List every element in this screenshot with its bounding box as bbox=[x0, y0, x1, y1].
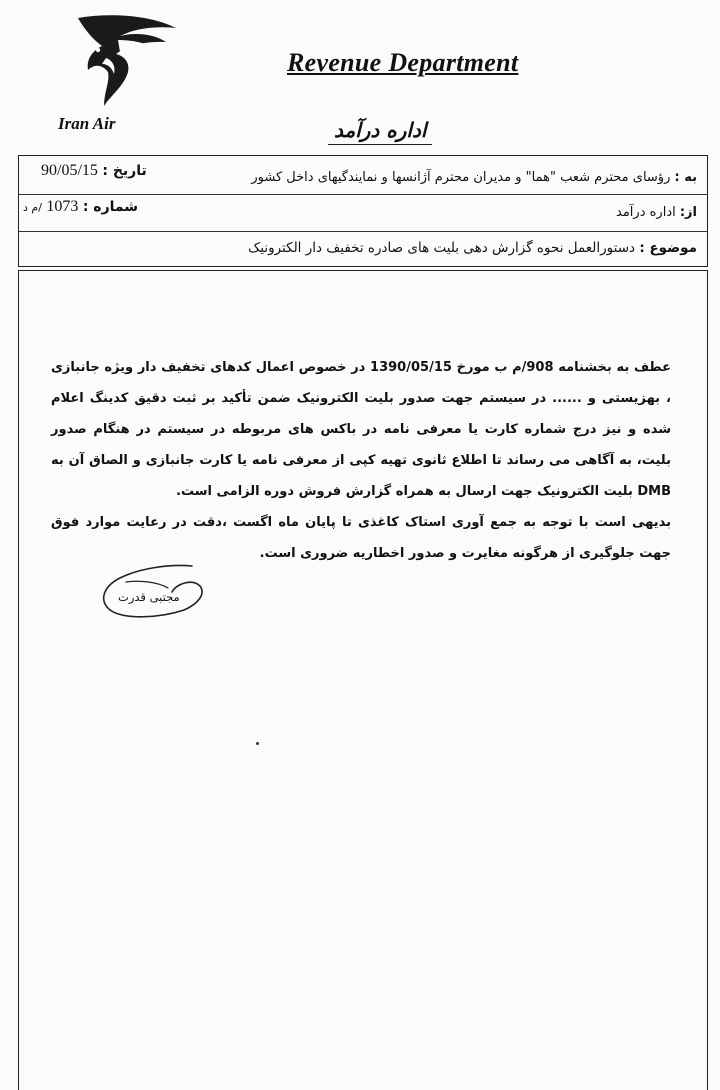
recipient-text: رؤسای محترم شعب "هما" و مدیران محترم آژانسها و نمایندگیهای داخل کشور bbox=[251, 170, 671, 185]
sender-text: اداره درآمد bbox=[616, 205, 676, 220]
memo-header-box bbox=[18, 155, 708, 267]
sender-row bbox=[19, 194, 707, 232]
body-paragraph-2: بدیهی است با توجه به جمع آوری استاک کاغذی تا پایان ماه اگست ،دقت در رعایت موارد فوق جهت جلوگیری از هرگونه مغایرت و صدور اخطاریه ضروری است. bbox=[51, 515, 671, 561]
date-value: 90/05/15 bbox=[41, 162, 98, 179]
subject-row bbox=[19, 231, 707, 267]
body-paragraph-1: عطف به بخشنامه 908/م ب مورخ 1390/05/15 در خصوص اعمال کدهای تخفیف دار ویژه جانبازی ، بهزیستی و ...... در سیستم جهت صدور بلیت الکترونیک ضمن تأکید بر ثبت دقیق کدینگ اعلام شده و نیز درج شماره کارت یا معرفی نامه در باکس های مربوطه در سیستم در هنگام صدور بلیت، به آگاهی می رساند تا اطلاع ثانوی تهیه کپی از معرفی نامه یا کارت جانبازی و الصاق آن به DMB بلیت الکترونیک جهت ارسال به همراه گزارش فروش دوره الزامی است. bbox=[51, 360, 671, 499]
sender-label: از: bbox=[679, 205, 697, 220]
brand-name: Iran Air bbox=[58, 114, 116, 133]
homa-bird-logo-icon bbox=[58, 10, 178, 110]
date-label: تاریخ : bbox=[102, 163, 147, 179]
department-title-persian: اداره درآمد bbox=[328, 118, 432, 145]
number-suffix: /م د bbox=[23, 201, 42, 214]
subject-label: موضوع : bbox=[639, 240, 697, 256]
page-speck bbox=[256, 742, 259, 745]
recipient-line bbox=[251, 170, 697, 185]
date-line bbox=[41, 162, 147, 180]
number-label: شماره : bbox=[82, 199, 139, 215]
subject-text: دستورالعمل نحوه گزارش دهی بلیت های صادره تخفیف دار الکترونیک bbox=[248, 240, 636, 256]
memo-body-box bbox=[18, 270, 708, 1090]
sender-line bbox=[616, 205, 697, 220]
recipient-row bbox=[19, 156, 707, 195]
recipient-label: به : bbox=[674, 170, 697, 185]
department-title-english: Revenue Department bbox=[287, 48, 519, 77]
signatory-name: مجتبی قدرت bbox=[118, 590, 180, 604]
number-value: 1073 bbox=[46, 198, 79, 215]
subject-line bbox=[248, 240, 697, 256]
number-line bbox=[23, 198, 138, 216]
